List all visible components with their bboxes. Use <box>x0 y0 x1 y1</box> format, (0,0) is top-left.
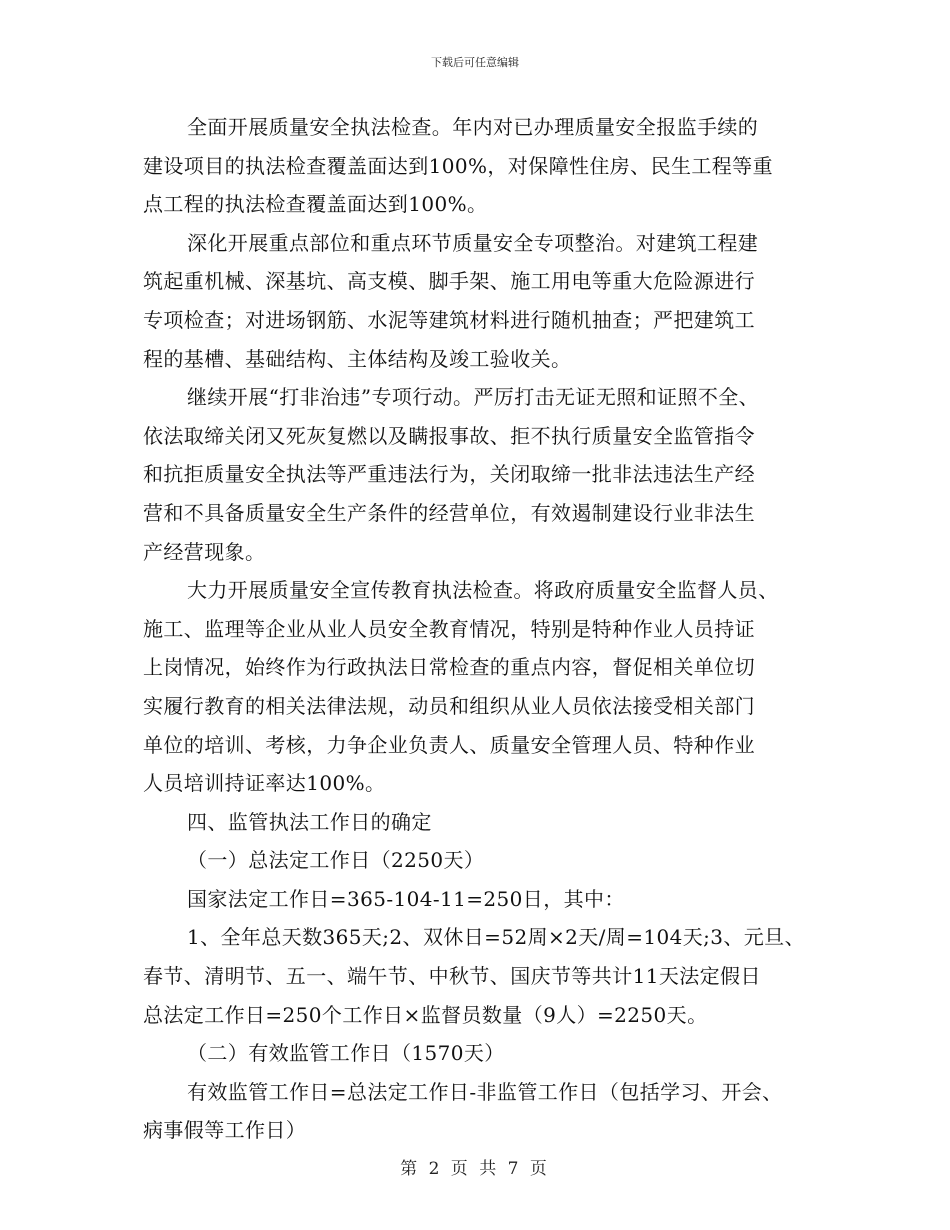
text-line: （一）总法定工作日（2250天） <box>187 848 485 873</box>
text-line: 和抗拒质量安全执法等严重违法行为，关闭取缔一批非法违法生产经 <box>143 462 755 487</box>
text-line: 单位的培训、考核，力争企业负责人、质量安全管理人员、特种作业 <box>143 732 755 757</box>
text-line: 全面开展质量安全执法检查。年内对已办理质量安全报监手续的 <box>187 115 759 139</box>
text-line: 继续开展“打非治违”专项行动。严厉打击无证无照和证照不全、 <box>187 385 760 410</box>
text-line: 病事假等工作日） <box>143 1118 307 1143</box>
page-header: 下载后可任意编辑 <box>431 56 519 69</box>
text-line: 筑起重机械、深基坑、高支模、脚手架、施工用电等重大危险源进行 <box>143 269 755 294</box>
text-line: 专项检查；对进场钢筋、水泥等建筑材料进行随机抽查；严把建筑工 <box>143 307 755 332</box>
text-line: 有效监管工作日=总法定工作日-非监管工作日（包括学习、开会、 <box>187 1079 783 1104</box>
text-line: 四、监管执法工作日的确定 <box>187 809 432 834</box>
text-line: 实履行教育的相关法律法规，动员和组织从业人员依法接受相关部门 <box>143 693 755 718</box>
text-line: 1、全年总天数365天;2、双休日=52周×2天/周=104天;3、元旦、 <box>187 925 805 950</box>
text-line: （二）有效监管工作日（1570天） <box>187 1041 505 1066</box>
text-line: 总法定工作日=250个工作日×监督员数量（9人）=2250天。 <box>143 1002 708 1027</box>
text-line: 点工程的执法检查覆盖面达到100%。 <box>143 192 488 217</box>
text-line: 上岗情况，始终作为行政执法日常检查的重点内容，督促相关单位切 <box>143 655 755 680</box>
text-line: 程的基槽、基础结构、主体结构及竣工验收关。 <box>143 346 572 371</box>
text-line: 春节、清明节、五一、端午节、中秋节、国庆节等共计11天法定假日 <box>143 964 761 989</box>
text-line: 依法取缔关闭又死灰复燃以及瞒报事故、拒不执行质量安全监管指令 <box>143 423 755 448</box>
text-line: 深化开展重点部位和重点环节质量安全专项整治。对建筑工程建 <box>187 230 759 255</box>
text-line: 人员培训持证率达100%。 <box>143 771 386 796</box>
text-line: 产经营现象。 <box>143 539 266 564</box>
text-line: 国家法定工作日=365-104-11=250日，其中： <box>187 886 625 911</box>
text-line: 营和不具备质量安全生产条件的经营单位，有效遏制建设行业非法生 <box>143 500 755 525</box>
text-line: 施工、监理等企业从业人员安全教育情况，特别是特种作业人员持证 <box>143 616 755 641</box>
text-line: 建设项目的执法检查覆盖面达到100%，对保障性住房、民生工程等重 <box>143 153 773 178</box>
document-body <box>143 108 823 1150</box>
page-footer: 第 2 页 共 7 页 <box>400 1159 550 1179</box>
text-line: 大力开展质量安全宣传教育执法检查。将政府质量安全监督人员、 <box>187 578 779 603</box>
